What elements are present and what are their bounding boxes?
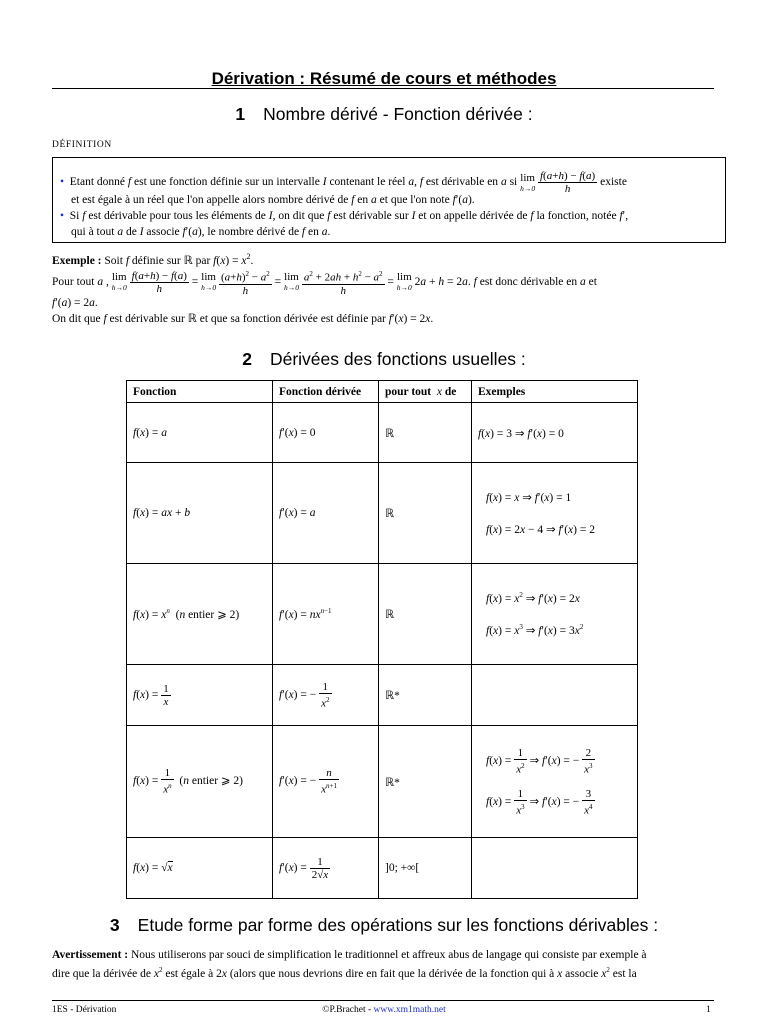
section-2-number: 2 bbox=[242, 349, 252, 369]
footer-left: 1ES - Dérivation bbox=[52, 1005, 117, 1015]
bullet-icon: • bbox=[60, 176, 65, 189]
warning-line-1: Avertissement : Nous utiliserons par souci de simplification le traditionnel et affreux abus de langage qui consiste par exemple à bbox=[52, 949, 647, 961]
header-derivee: Fonction dérivée bbox=[273, 381, 379, 403]
section-3-title: Etude forme par forme des opérations sur les fonctions dérivables : bbox=[137, 915, 659, 935]
example-line-1: Exemple : Soit f définie sur ℝ par $f(x) = x^2$. bbox=[52, 252, 254, 267]
bullet-icon: • bbox=[60, 210, 65, 222]
table-row: f(x) = $\frac{1}{x^n}$ (n entier ⩾ 2) f′(x) = − $\frac{n}{x^{n+1}}$ ℝ* f(x) = $\frac{1}{x^2}$ ⇒ f′(x) = − $\frac{2}{x^3}$ f(x) = $\frac{1}{x^3}$ ⇒ f′(x) = − $\frac{3}{x^4}$ bbox=[127, 726, 638, 838]
header-fonction: Fonction bbox=[127, 381, 273, 403]
table-row: f(x) = $\frac{1}{x}$ f′(x) = − $\frac{1}{x^2}$ ℝ* bbox=[127, 665, 638, 726]
example-result: f′(a) = 2a. bbox=[52, 297, 98, 309]
table-row: f(x) = ax + b f′(x) = a ℝ f(x) = x ⇒ f′(x) = 1 f(x) = 2x − 4 ⇒ f′(x) = 2 bbox=[127, 463, 638, 564]
section-2-heading bbox=[0, 349, 768, 370]
definition-label: DÉFINITION bbox=[52, 140, 112, 150]
derivatives-table bbox=[126, 380, 638, 899]
table-row: $f(x) = x^n$ (n entier ⩾ 2) $f'(x) = nx^{n-1}$ ℝ $f(x) = x^2$ ⇒ f′(x) = 2x $f(x) = x^3$ ⇒ $f'(x) = 3x^2$ bbox=[127, 564, 638, 665]
warning-line-2: dire que la dérivée de $x^2$ est égale à 2x (alors que nous devrions dire en fait que la dérivée de la fonction qui à x associe $x^2$ est la bbox=[52, 966, 637, 980]
def-bullet-2-line2: qui à tout a de I associe f′(a), le nombre dérivé de f en a. bbox=[71, 226, 331, 238]
table-header-row bbox=[127, 381, 638, 403]
header-pour-tout: pour tout x de bbox=[379, 381, 472, 403]
header-exemples: Exemples bbox=[472, 381, 638, 403]
section-3-number: 3 bbox=[109, 915, 120, 935]
section-3-heading bbox=[0, 915, 768, 936]
example-computation: Pour tout a , lim h→0 $\frac{f(a+h) - f(a)}{h}$ = lim h→0 $\frac{(a+h)^2 - a^2}{h}$ = lim h→0 $\frac{a^2 + 2ah + h^2 - a^2}{h}$ = lim h→0 2a + h = 2a. f est donc dérivable en a et bbox=[52, 269, 597, 297]
footer-link[interactable]: www.xm1math.net bbox=[373, 1005, 446, 1015]
table-row: f(x) = a f′(x) = 0 ℝ f(x) = 3 ⇒ f′(x) = 0 bbox=[127, 403, 638, 463]
footer-center: ©P.Brachet - www.xm1math.net bbox=[322, 1005, 446, 1015]
rate-fraction: $\frac{f(a+h) - f(a)}{h}$ bbox=[539, 170, 596, 195]
section-1-heading bbox=[0, 104, 768, 125]
table-row: f(x) = √x f′(x) = $\frac{1}{2√x}$ ]0; +∞[ bbox=[127, 838, 638, 899]
section-1-number: 1 bbox=[235, 104, 246, 124]
footer-rule bbox=[52, 1000, 714, 1001]
title-rule bbox=[52, 88, 714, 89]
def-bullet-2: • Si f est dérivable pour tous les éléments de I, on dit que f est dérivable sur I et on appelle dérivée de f la fonction, notée f′, bbox=[60, 210, 629, 222]
def-bullet-1-line2: et est égale à un réel que l'on appelle alors nombre dérivé de f en a et que l'on note f′(a). bbox=[71, 194, 475, 206]
section-2-title: Dérivées des fonctions usuelles : bbox=[269, 349, 526, 369]
def-bullet-1: • Etant donné f est une fonction définie sur un intervalle I contenant le réel a, f est dérivable en a si lim h→0 $\frac{f(a+h) - f(a)}{h}$ existe bbox=[60, 170, 627, 195]
page-title: Dérivation : Résumé de cours et méthodes bbox=[211, 69, 557, 88]
limit-symbol: lim h→0 bbox=[520, 171, 536, 193]
section-1-title: Nombre dérivé - Fonction dérivée : bbox=[263, 104, 533, 124]
page-number: 1 bbox=[706, 1005, 711, 1015]
example-last-line: On dit que f est dérivable sur ℝ et que sa fonction dérivée est définie par f′(x) = 2x. bbox=[52, 313, 434, 325]
